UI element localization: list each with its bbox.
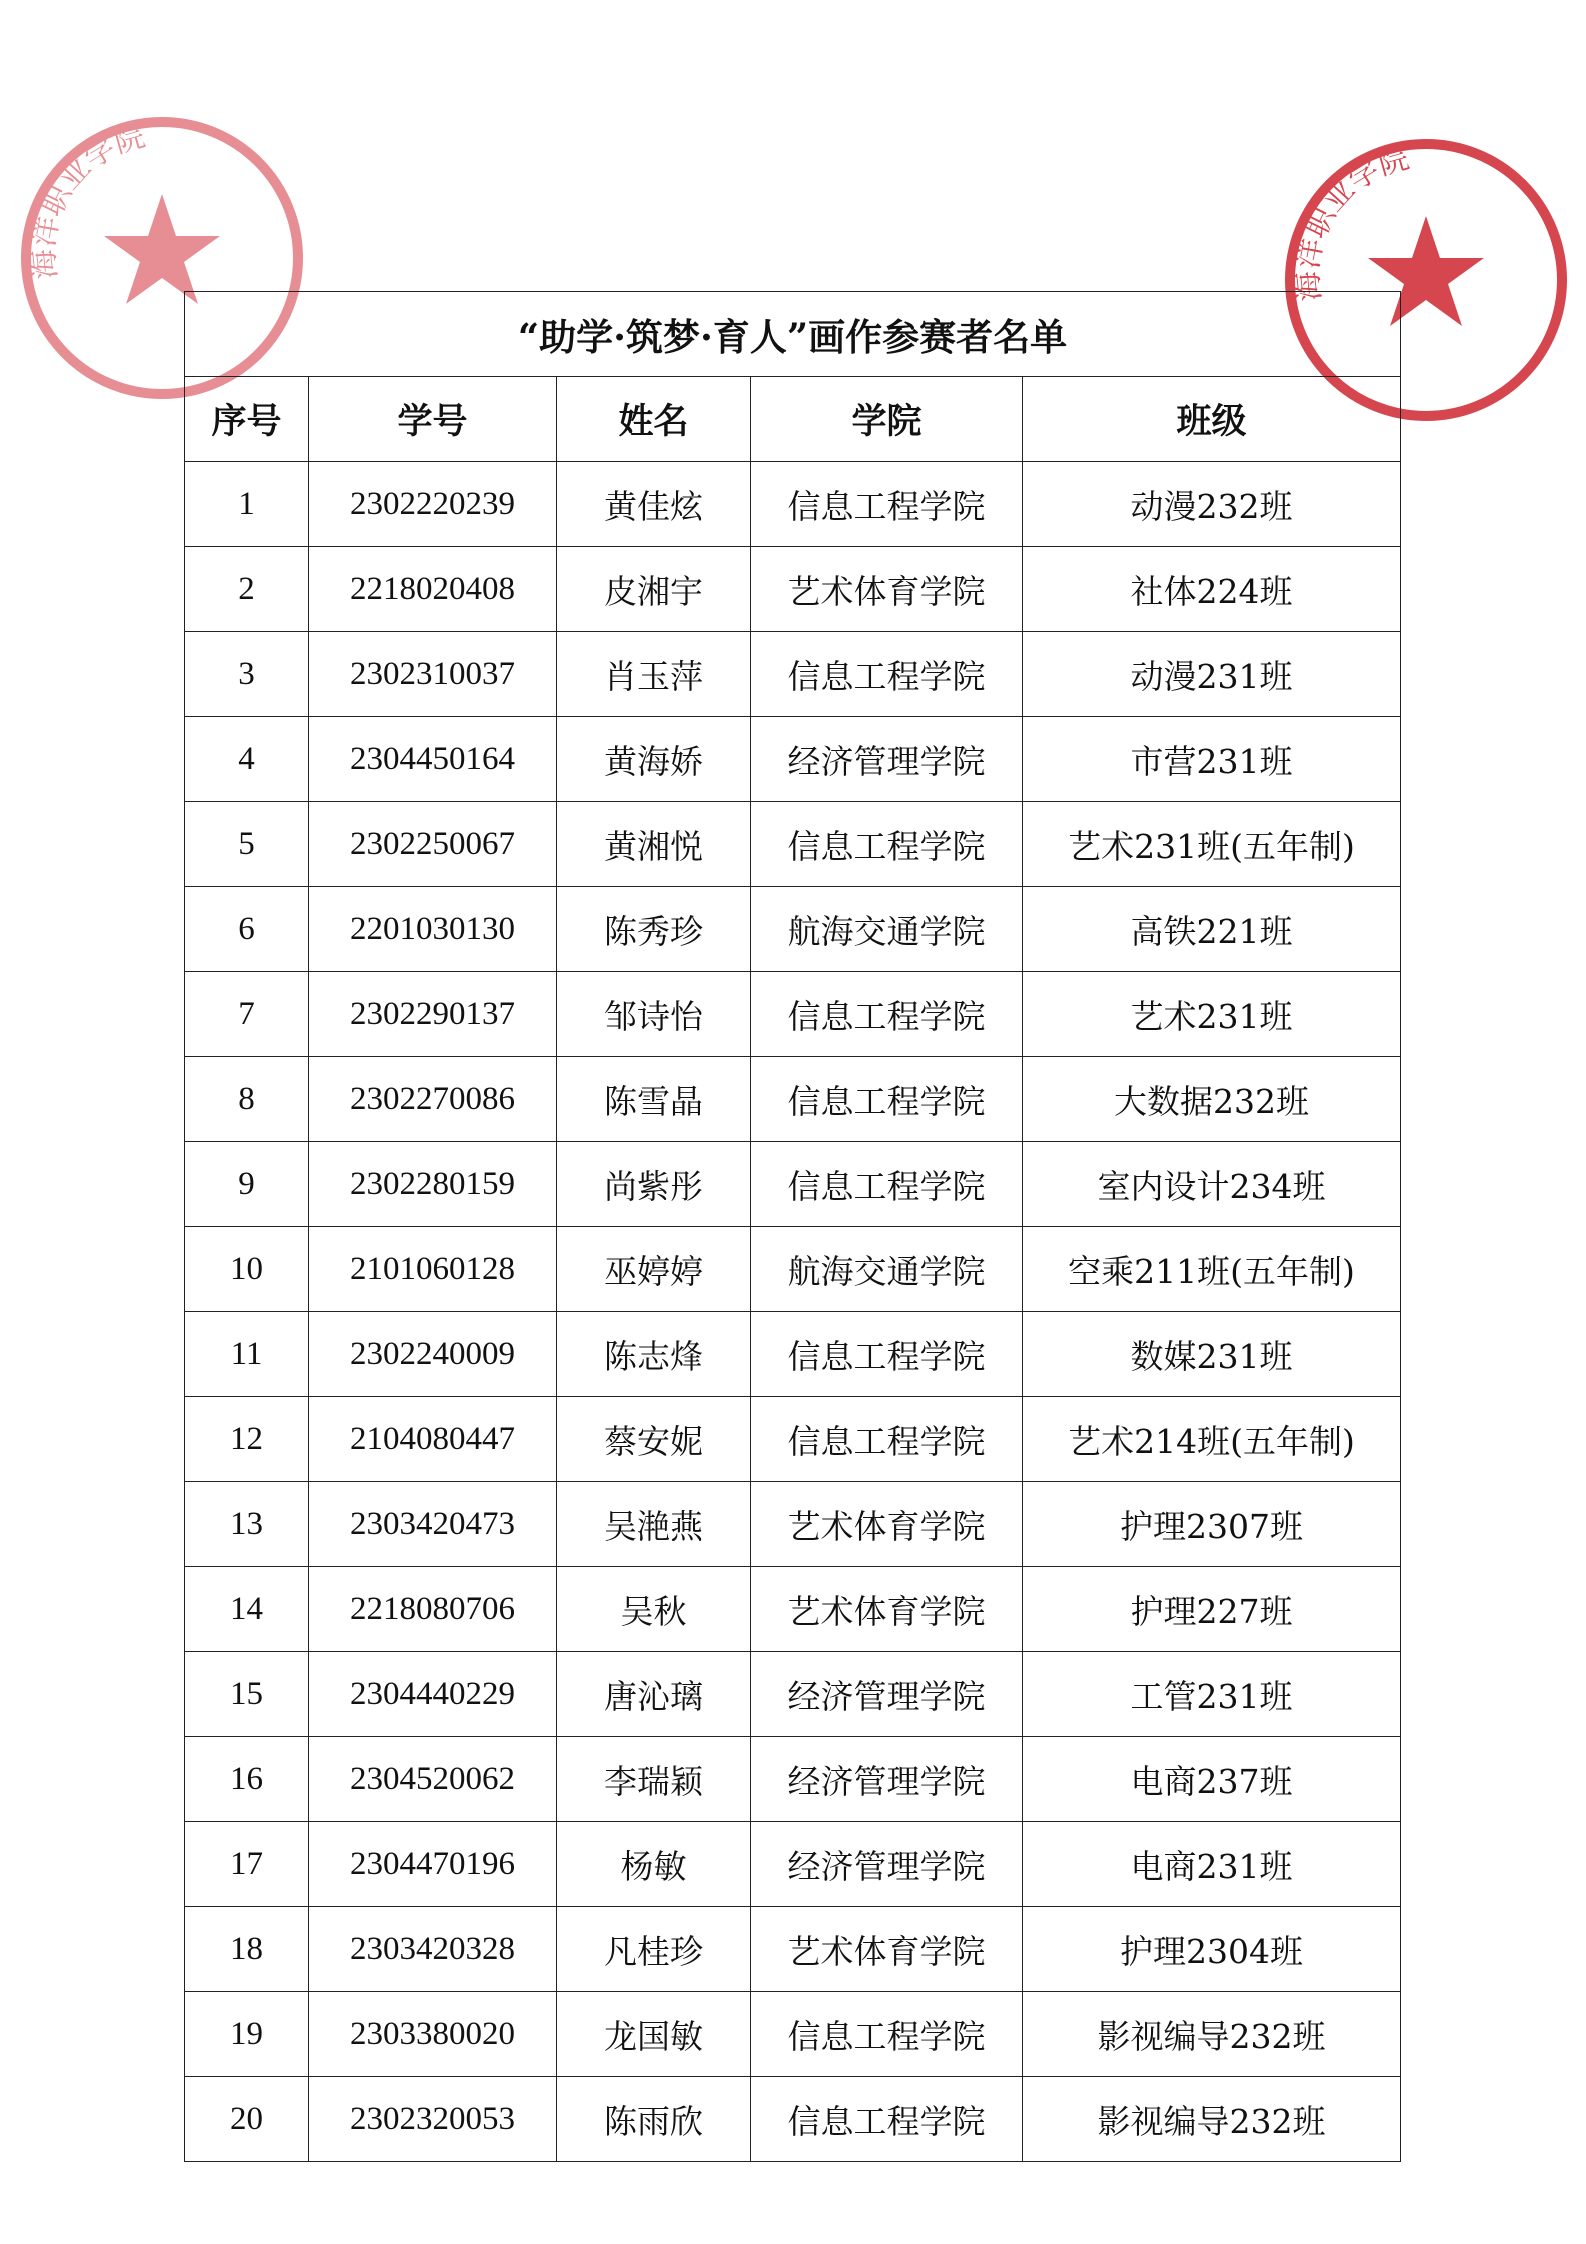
cell-college: 航海交通学院: [751, 887, 1023, 972]
table-row: [185, 1142, 1401, 1227]
cell-class: 电商231班: [1023, 1822, 1401, 1907]
table-row: [185, 1567, 1401, 1652]
table-row: [185, 1652, 1401, 1737]
participant-table: [184, 291, 1401, 2162]
cell-class: 动漫231班: [1023, 632, 1401, 717]
table-row: [185, 1227, 1401, 1312]
header-seq: 序号: [185, 377, 309, 462]
cell-class: 空乘211班(五年制): [1023, 1227, 1401, 1312]
cell-name: 杨敏: [557, 1822, 751, 1907]
cell-sid: 2302290137: [309, 972, 557, 1057]
cell-name: 肖玉萍: [557, 632, 751, 717]
cell-class: 市营231班: [1023, 717, 1401, 802]
cell-college: 经济管理学院: [751, 717, 1023, 802]
table-row: [185, 462, 1401, 547]
cell-name: 黄佳炫: [557, 462, 751, 547]
cell-college: 信息工程学院: [751, 972, 1023, 1057]
seal-right-text: 海洋职业学院: [1290, 140, 1413, 303]
cell-college: 信息工程学院: [751, 1992, 1023, 2077]
cell-class: 护理2307班: [1023, 1482, 1401, 1567]
cell-sid: 2104080447: [309, 1397, 557, 1482]
table-row: [185, 717, 1401, 802]
cell-college: 经济管理学院: [751, 1652, 1023, 1737]
cell-class: 大数据232班: [1023, 1057, 1401, 1142]
cell-sid: 2302220239: [309, 462, 557, 547]
cell-seq: 19: [185, 1992, 309, 2077]
cell-name: 吴秋: [557, 1567, 751, 1652]
cell-seq: 13: [185, 1482, 309, 1567]
cell-sid: 2303420473: [309, 1482, 557, 1567]
cell-college: 信息工程学院: [751, 1397, 1023, 1482]
cell-seq: 1: [185, 462, 309, 547]
table-row: [185, 1822, 1401, 1907]
header-row: [185, 377, 1401, 462]
cell-seq: 9: [185, 1142, 309, 1227]
cell-class: 室内设计234班: [1023, 1142, 1401, 1227]
cell-college: 信息工程学院: [751, 1057, 1023, 1142]
cell-sid: 2218080706: [309, 1567, 557, 1652]
table-row: [185, 887, 1401, 972]
header-student-id: 学号: [309, 377, 557, 462]
cell-name: 黄湘悦: [557, 802, 751, 887]
cell-class: 数媒231班: [1023, 1312, 1401, 1397]
cell-name: 吴滟燕: [557, 1482, 751, 1567]
seal-left-text: 海洋职业学院: [26, 118, 149, 281]
cell-name: 皮湘宇: [557, 547, 751, 632]
cell-class: 社体224班: [1023, 547, 1401, 632]
cell-sid: 2302280159: [309, 1142, 557, 1227]
document-title: “助学·筑梦·育人”画作参赛者名单: [185, 292, 1401, 377]
cell-sid: 2101060128: [309, 1227, 557, 1312]
cell-seq: 10: [185, 1227, 309, 1312]
cell-college: 艺术体育学院: [751, 1907, 1023, 1992]
cell-seq: 18: [185, 1907, 309, 1992]
cell-seq: 12: [185, 1397, 309, 1482]
cell-seq: 6: [185, 887, 309, 972]
cell-name: 尚紫彤: [557, 1142, 751, 1227]
cell-college: 艺术体育学院: [751, 1567, 1023, 1652]
cell-seq: 2: [185, 547, 309, 632]
cell-sid: 2302270086: [309, 1057, 557, 1142]
cell-college: 信息工程学院: [751, 1312, 1023, 1397]
cell-sid: 2302250067: [309, 802, 557, 887]
cell-college: 信息工程学院: [751, 462, 1023, 547]
table-row: [185, 1312, 1401, 1397]
cell-sid: 2302240009: [309, 1312, 557, 1397]
cell-sid: 2303420328: [309, 1907, 557, 1992]
cell-name: 龙国敏: [557, 1992, 751, 2077]
svg-text:海洋职业学院: [1290, 141, 1413, 303]
cell-seq: 4: [185, 717, 309, 802]
cell-seq: 15: [185, 1652, 309, 1737]
cell-class: 电商237班: [1023, 1737, 1401, 1822]
cell-seq: 17: [185, 1822, 309, 1907]
cell-seq: 7: [185, 972, 309, 1057]
cell-college: 艺术体育学院: [751, 547, 1023, 632]
cell-college: 航海交通学院: [751, 1227, 1023, 1312]
cell-class: 影视编导232班: [1023, 1992, 1401, 2077]
cell-college: 信息工程学院: [751, 802, 1023, 887]
table-row: [185, 802, 1401, 887]
header-class: 班级: [1023, 377, 1401, 462]
cell-seq: 5: [185, 802, 309, 887]
cell-sid: 2304450164: [309, 717, 557, 802]
cell-sid: 2304520062: [309, 1737, 557, 1822]
cell-class: 艺术214班(五年制): [1023, 1397, 1401, 1482]
table-row: [185, 632, 1401, 717]
cell-college: 信息工程学院: [751, 632, 1023, 717]
cell-seq: 8: [185, 1057, 309, 1142]
cell-name: 李瑞颖: [557, 1737, 751, 1822]
cell-class: 高铁221班: [1023, 887, 1401, 972]
cell-seq: 14: [185, 1567, 309, 1652]
cell-sid: 2303380020: [309, 1992, 557, 2077]
table-row: [185, 1397, 1401, 1482]
cell-seq: 3: [185, 632, 309, 717]
cell-college: 信息工程学院: [751, 1142, 1023, 1227]
cell-name: 巫婷婷: [557, 1227, 751, 1312]
cell-class: 动漫232班: [1023, 462, 1401, 547]
cell-class: 艺术231班(五年制): [1023, 802, 1401, 887]
cell-seq: 16: [185, 1737, 309, 1822]
cell-name: 凡桂珍: [557, 1907, 751, 1992]
cell-sid: 2218020408: [309, 547, 557, 632]
cell-college: 信息工程学院: [751, 2077, 1023, 2162]
cell-college: 经济管理学院: [751, 1737, 1023, 1822]
cell-class: 护理227班: [1023, 1567, 1401, 1652]
title-row: [185, 292, 1401, 377]
table-row: [185, 972, 1401, 1057]
cell-sid: 2302310037: [309, 632, 557, 717]
table-row: [185, 1482, 1401, 1567]
table-row: [185, 1737, 1401, 1822]
cell-class: 影视编导232班: [1023, 2077, 1401, 2162]
svg-text:海洋职业学院: [26, 119, 149, 281]
cell-seq: 11: [185, 1312, 309, 1397]
table-row: [185, 547, 1401, 632]
cell-sid: 2302320053: [309, 2077, 557, 2162]
cell-name: 蔡安妮: [557, 1397, 751, 1482]
cell-sid: 2304470196: [309, 1822, 557, 1907]
cell-seq: 20: [185, 2077, 309, 2162]
cell-college: 艺术体育学院: [751, 1482, 1023, 1567]
cell-name: 唐沁璃: [557, 1652, 751, 1737]
table-row: [185, 2077, 1401, 2162]
cell-name: 陈雨欣: [557, 2077, 751, 2162]
cell-sid: 2304440229: [309, 1652, 557, 1737]
cell-college: 经济管理学院: [751, 1822, 1023, 1907]
table-row: [185, 1992, 1401, 2077]
cell-class: 艺术231班: [1023, 972, 1401, 1057]
cell-name: 黄海娇: [557, 717, 751, 802]
header-college: 学院: [751, 377, 1023, 462]
cell-sid: 2201030130: [309, 887, 557, 972]
table-row: [185, 1057, 1401, 1142]
cell-name: 陈秀珍: [557, 887, 751, 972]
cell-name: 邹诗怡: [557, 972, 751, 1057]
cell-name: 陈志烽: [557, 1312, 751, 1397]
cell-class: 护理2304班: [1023, 1907, 1401, 1992]
cell-name: 陈雪晶: [557, 1057, 751, 1142]
cell-class: 工管231班: [1023, 1652, 1401, 1737]
table-row: [185, 1907, 1401, 1992]
header-name: 姓名: [557, 377, 751, 462]
